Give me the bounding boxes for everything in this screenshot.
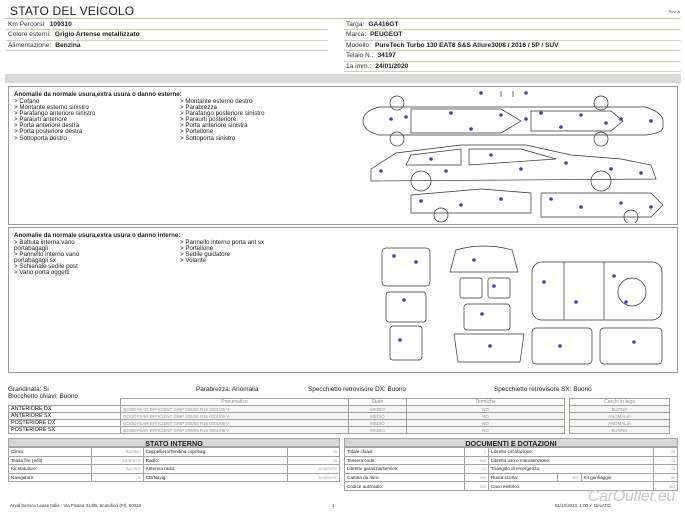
- damage-marker: [558, 344, 562, 348]
- footer-company: Arval Service Lease Italia - Via Pisana 314/B, Scandicci (FI), 50018: [10, 503, 141, 508]
- parabrezza-status: Parabrezza: Anomalia: [196, 386, 259, 393]
- list-item: > Parafango anteriore sinistro: [14, 110, 96, 118]
- exterior-damage-box: [8, 86, 678, 225]
- list-item: > Battuta interna vano: [14, 239, 75, 246]
- list-item: > Schienale sedile post: [14, 263, 78, 271]
- page-title: STATO DEL VEICOLO: [10, 4, 135, 18]
- damage-marker: [539, 111, 543, 115]
- damage-marker: [459, 203, 463, 207]
- damage-marker: [619, 117, 623, 121]
- table-row: Tessa fire (edit): ASSENTE Radio: SI: [9, 456, 340, 465]
- documenti-section: [344, 438, 678, 491]
- interior-damage-box: [8, 227, 678, 373]
- termiche-header: Termiche: [407, 399, 565, 406]
- damage-marker: [389, 117, 393, 121]
- damage-marker: [492, 284, 496, 288]
- damage-marker: [579, 113, 583, 117]
- stato-interno-table: [8, 447, 340, 482]
- exterior-title: Anomalie da normale usura,extra usura o danno esterne:: [14, 91, 182, 98]
- list-item: > Sottoporta destro: [14, 134, 67, 142]
- damage-marker: [419, 199, 423, 203]
- table-row: Cartina da ritiro: NO Ruota scorta: NO Kit gonfiaggio: SI: [345, 473, 678, 482]
- documenti-title: DOCUMENTI E DOTAZIONI: [344, 438, 678, 447]
- damage-marker: [612, 274, 616, 278]
- damage-marker: [542, 280, 546, 284]
- list-item: > Montante esterno sinistro: [14, 104, 89, 112]
- damage-marker: [624, 300, 628, 304]
- table-row: POSTERIORE DX GOODYEAR EFFICIENT GRIP 205/55 R16 0001/06 V MEDIO NO ANOMALIA: [9, 420, 670, 427]
- specchietto-dx-status: Specchietto retrovisore DX: Buono: [308, 386, 407, 393]
- vehicle-info-right: [344, 20, 681, 72]
- damage-marker: [619, 201, 623, 205]
- info-row-alimentazione: Alimentazione: Benzina: [6, 41, 328, 51]
- list-item: > Porta posteriore destra: [14, 128, 83, 136]
- tyres-header-row: [9, 399, 670, 406]
- damage-marker: [574, 300, 578, 304]
- cerchi-header: Cerchi in lega: [570, 399, 670, 406]
- list-item: > Portellone: [180, 245, 214, 253]
- damage-marker: [402, 298, 406, 302]
- list-item: > Parabrezza: [180, 104, 217, 112]
- damage-marker: [379, 169, 383, 173]
- damage-marker: [579, 205, 583, 209]
- page-number: 1: [332, 503, 335, 508]
- interior-title: Anomalie da normale usura,extra usura o danno interne:: [14, 232, 181, 239]
- list-item: portabagagli sx: [14, 257, 56, 265]
- specchietto-sx-status: Specchietto retrovisore SX: Buono: [494, 386, 592, 393]
- info-row-telaio: Telaio N.: 34197: [344, 51, 681, 61]
- table-row: Codice autoradio: NO Cavo elettrico: NO: [345, 482, 678, 491]
- info-row-colore: Colore esterni: Grigio Artense metallizzato: [6, 30, 328, 40]
- damage-marker: [499, 113, 503, 117]
- list-item: > Paraurti posteriore: [180, 116, 237, 124]
- damage-marker: [398, 338, 402, 342]
- list-item: portabagagli: [14, 245, 49, 253]
- stato-header: Stato: [349, 399, 407, 406]
- section-band: [5, 74, 681, 83]
- damage-marker: [472, 258, 476, 262]
- info-row-marca: Marca: PEUGEOT: [344, 30, 681, 40]
- header-rule: [5, 18, 681, 19]
- damage-marker: [479, 91, 483, 95]
- damage-marker: [489, 153, 493, 157]
- list-item: > Cofano: [14, 98, 40, 105]
- damage-marker: [469, 127, 473, 131]
- damage-marker: [564, 161, 568, 165]
- table-row: Clima: BUONO Cappelliera/Tendina copribag: SI: [9, 448, 340, 457]
- revision-label: Rev. A: [668, 9, 680, 14]
- list-item: > Porta anteriore destra: [14, 122, 80, 130]
- interior-list-col1: [14, 240, 79, 277]
- table-row: Navigatore: SI CD/Navig.: ASSENTE: [9, 473, 340, 482]
- damage-marker: [559, 125, 563, 129]
- tyre-header: Pneumatico: [121, 399, 349, 406]
- interior-car-diagram: [364, 242, 674, 370]
- damage-marker: [549, 197, 553, 201]
- damage-marker: [632, 340, 636, 344]
- damage-marker: [444, 169, 448, 173]
- damage-marker: [519, 167, 523, 171]
- list-item: > Paraurti anteriore: [14, 116, 68, 124]
- damage-marker: [488, 344, 492, 348]
- damage-marker: [392, 254, 396, 258]
- info-row-km: Km Percorsi: 109310: [6, 20, 328, 30]
- info-row-targa: Targa: GA416GT: [344, 20, 681, 30]
- page-header: [10, 4, 680, 18]
- watermark-logo: CarOutlet.eu: [587, 488, 675, 505]
- page-footer: [10, 503, 611, 508]
- list-item: > Sedile guidatore: [180, 251, 231, 259]
- list-item: > Volante: [180, 257, 206, 265]
- damage-marker: [524, 117, 528, 121]
- vehicle-info-left: [6, 20, 328, 51]
- damage-marker: [609, 167, 613, 171]
- table-row: ANTERIORE SX GOODYEAR EFFICIENT GRIP 205/55 R16 0001/06 V MEDIO NO ANOMALIA: [9, 413, 670, 420]
- damage-marker: [499, 197, 503, 201]
- exterior-list-col2: [180, 99, 264, 142]
- damage-marker: [480, 312, 484, 316]
- table-row: Kit statuisce: BUONO Antenna radio: ASSENTE: [9, 465, 340, 474]
- tyres-table: [8, 398, 670, 434]
- list-item: > Pannello interno vano: [14, 251, 80, 259]
- documenti-table: [344, 447, 678, 491]
- footer-date: 01/12/2023, 1:00 ✓ DevATO: [555, 503, 611, 508]
- damage-marker: [639, 171, 643, 175]
- info-row-modello: Modello: PureTech Turbo 130 EAT8 S&S Allure3008 / 2016 / 5P / SUV: [344, 41, 681, 51]
- table-row: ANTERIORE DX GOODYEAR EFFICIENT GRIP 205/55 R16 0001/06 V MEDIO NO BUONO: [9, 406, 670, 413]
- exterior-car-diagram: [351, 89, 676, 223]
- list-item: > Montante esterno destro: [180, 98, 253, 105]
- damage-marker: [524, 91, 528, 95]
- table-row: Libretto garanzia/service: SI Triangolo di emergenza: SI: [345, 465, 678, 474]
- table-row: POSTERIORE SX GOODYEAR EFFICIENT GRIP 205/55 R16 0001/06 V MEDIO NO BUONO: [9, 427, 670, 434]
- stato-interno-title: STATO INTERNO: [8, 438, 340, 447]
- stato-interno-section: [8, 438, 340, 482]
- list-item: > Vano porta oggetti: [14, 269, 70, 277]
- damage-marker: [649, 119, 653, 123]
- damage-marker: [604, 121, 608, 125]
- damage-marker: [429, 157, 433, 161]
- interior-list-col2: [180, 240, 264, 264]
- table-row: Tessera code: NO Libretto uso e manutenzione: SI: [345, 456, 678, 465]
- list-item: > Sottoporta sinistro: [180, 134, 236, 142]
- exterior-list-col1: [14, 99, 95, 142]
- damage-marker: [404, 115, 408, 119]
- damage-marker: [449, 111, 453, 115]
- table-row: Totale chiavi: 2 Libretto circolazione: SI: [345, 448, 678, 457]
- list-item: > Parafango posteriore sinistro: [180, 110, 265, 118]
- list-item: > Portellone: [180, 128, 214, 136]
- list-item: > Porta anteriore sinistra: [180, 122, 248, 130]
- blocchetto-status: Blocchetto chiavi: Buono: [8, 393, 78, 400]
- damage-marker: [649, 205, 653, 209]
- damage-marker: [414, 260, 418, 264]
- list-item: > Pannello interno porta ant sx: [180, 239, 265, 246]
- info-row-imm: 1a imm.: 24/01/2020: [344, 62, 681, 72]
- grandinata-status: Grandinata: Si: [8, 386, 49, 393]
